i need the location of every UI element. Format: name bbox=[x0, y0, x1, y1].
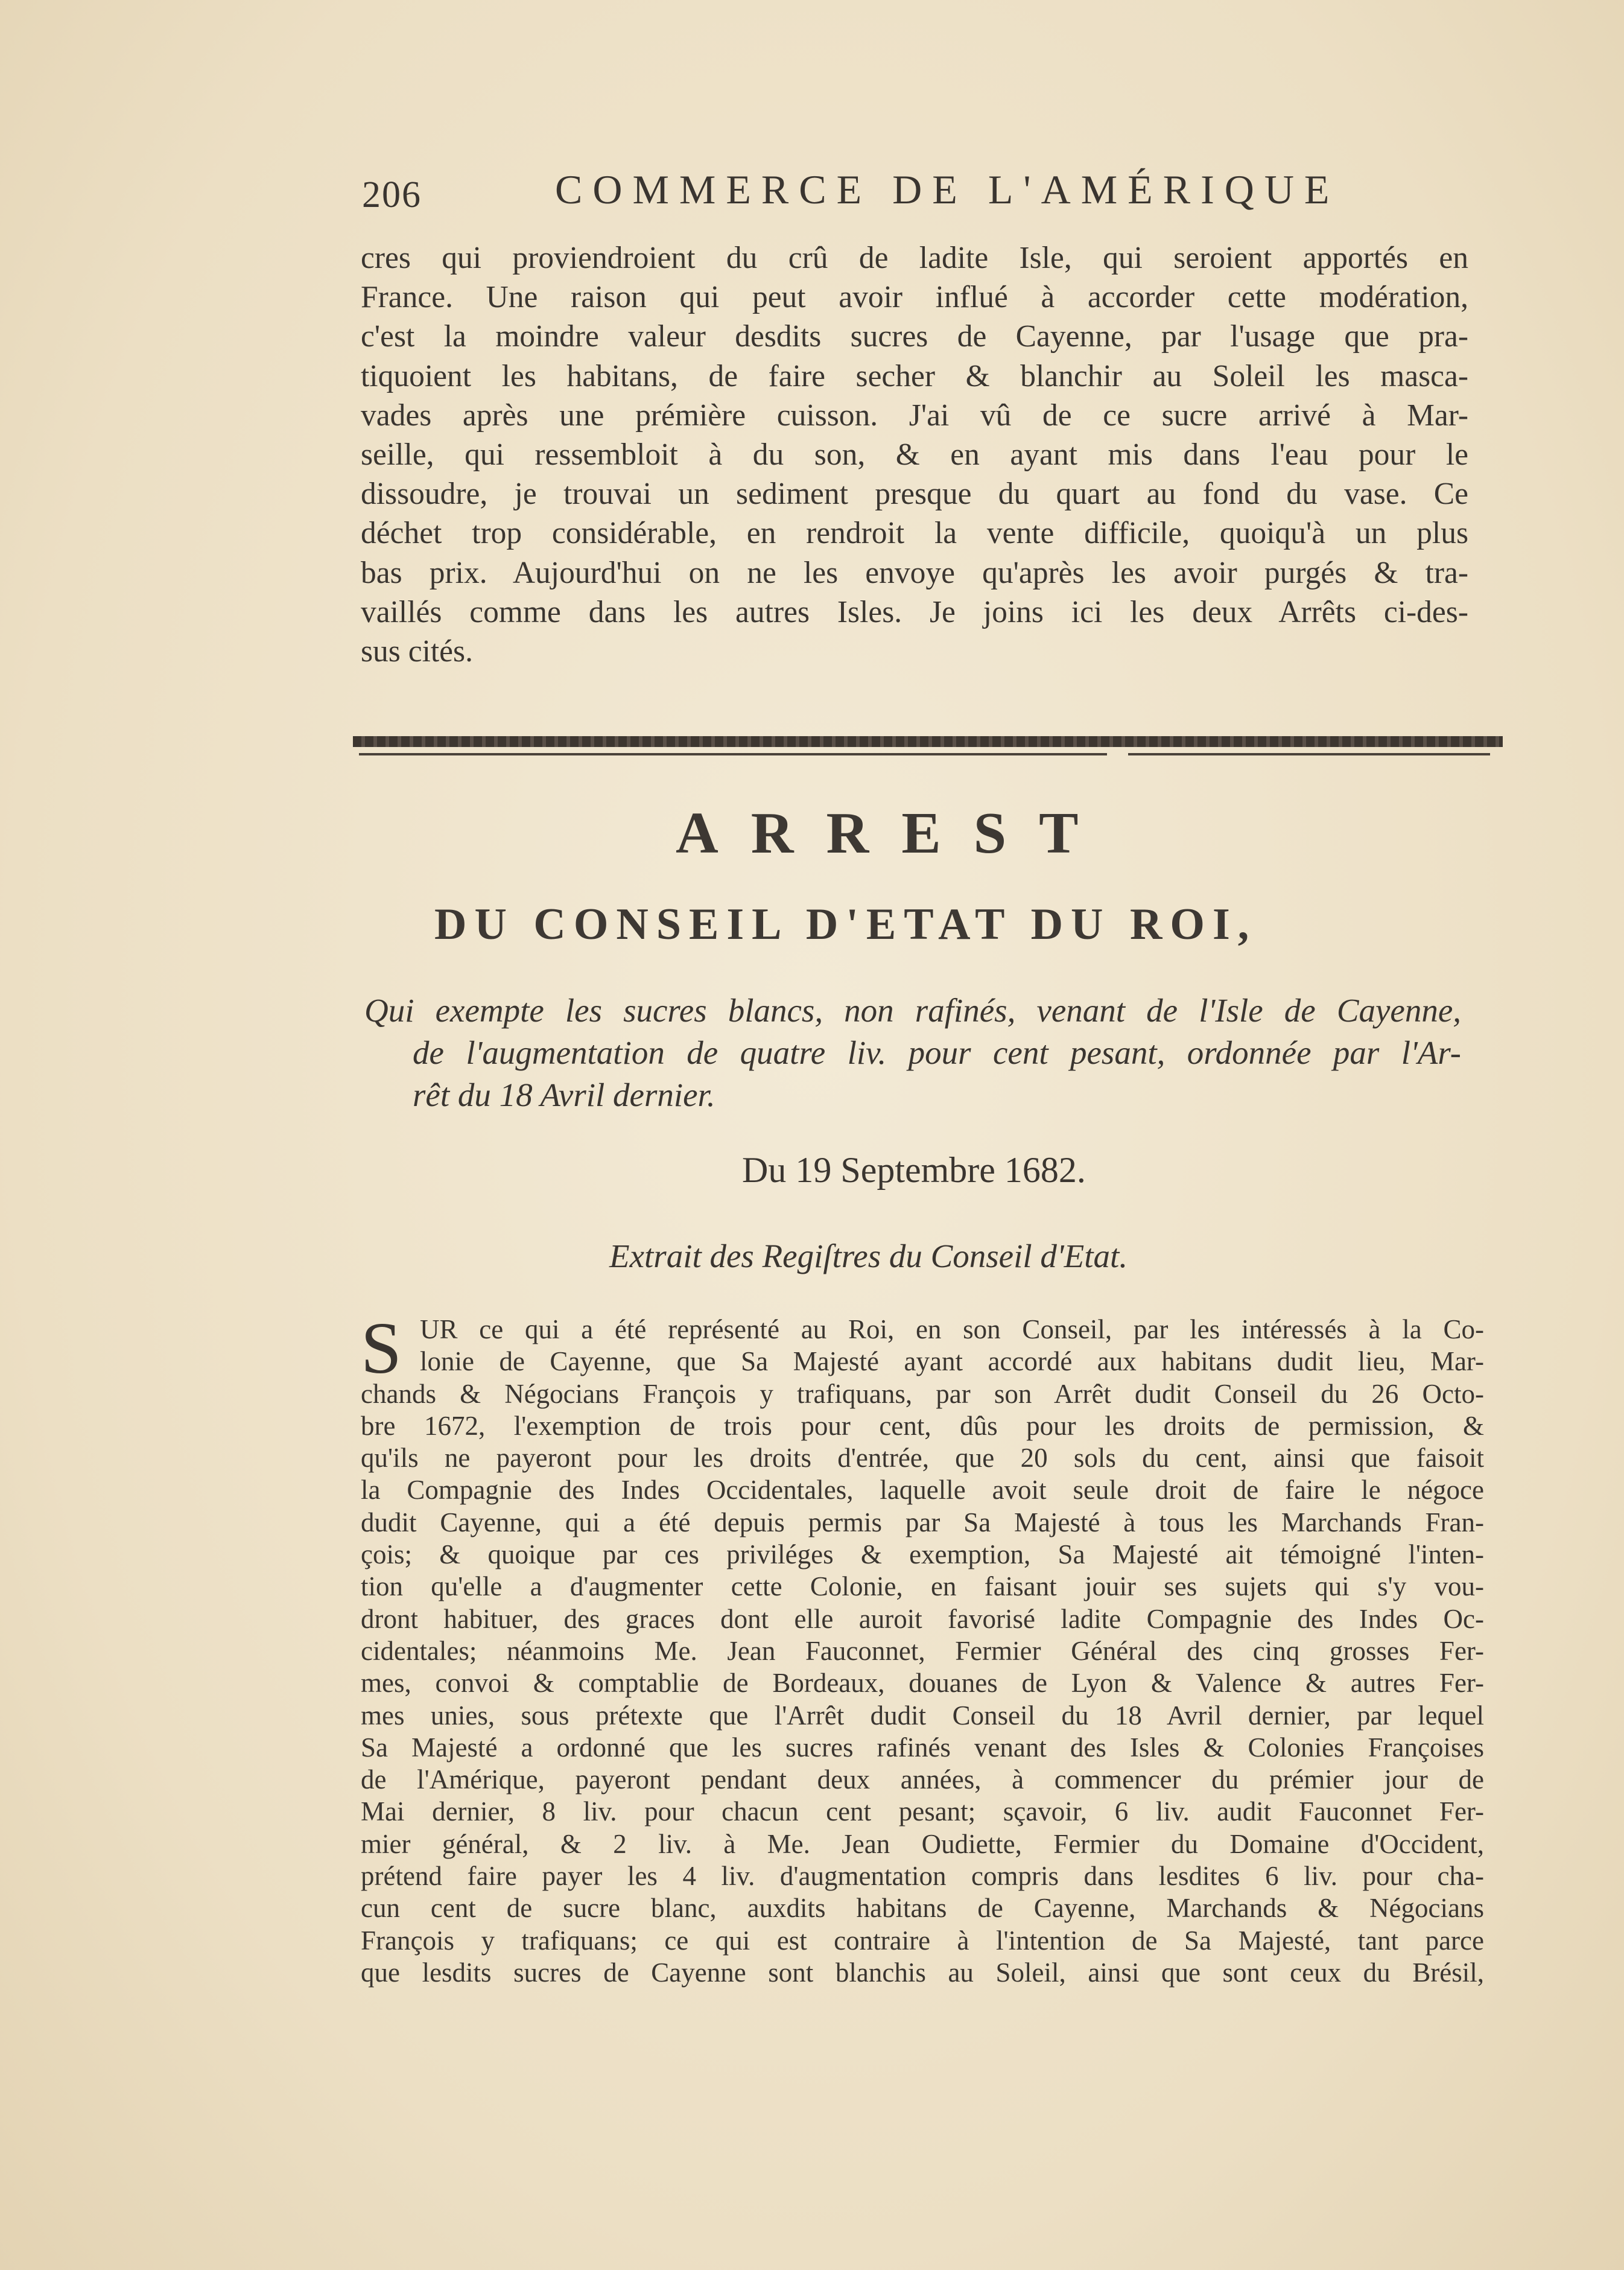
text-line: déchet trop considérable, en rendroit la vente difficile, quoiqu'à un plus bbox=[361, 516, 1468, 551]
page-header bbox=[362, 163, 1363, 229]
text-line: de l'Amérique, payeront pendant deux années, à commencer du prémier jour de bbox=[361, 1764, 1484, 1795]
text-line: çois; & quoique par ces priviléges & exemption, Sa Majesté ait témoigné l'inten- bbox=[361, 1539, 1484, 1570]
text-line: tiquoient les habitans, de faire secher & blanchir au Soleil les masca- bbox=[361, 358, 1468, 393]
decree-subtitle bbox=[364, 990, 1461, 1116]
intro-paragraph bbox=[361, 238, 1468, 671]
subtitle-line: rêt du 18 Avril dernier. bbox=[413, 1076, 715, 1113]
text-line: mes unies, sous prétexte que l'Arrêt dudit Conseil du 18 Avril dernier, par lequel bbox=[361, 1700, 1484, 1731]
divider-thin-rule bbox=[359, 753, 1107, 755]
text-line: Mai dernier, 8 liv. pour chacun cent pesant; sçavoir, 6 liv. audit Fauconnet Fer- bbox=[361, 1796, 1484, 1827]
text-line: dudit Cayenne, qui a été depuis permis par Sa Majesté à tous les Marchands Fran- bbox=[361, 1507, 1484, 1537]
page-number: 206 bbox=[362, 174, 422, 215]
text-line: mes, convoi & comptablie de Bordeaux, douanes de Lyon & Valence & autres Fer- bbox=[361, 1668, 1484, 1699]
text-line: bas prix. Aujourd'hui on ne les envoye qu'après les avoir purgés & tra- bbox=[361, 555, 1468, 590]
text-line: UR ce qui a été représenté au Roi, en son Conseil, par les intéressés à la Co- bbox=[420, 1314, 1484, 1344]
text-line: cres qui proviendroient du crû de ladite Isle, qui seroient apportés en bbox=[361, 241, 1468, 275]
text-line: cun cent de sucre blanc, auxdits habitans de Cayenne, Marchands & Négocians bbox=[361, 1893, 1484, 1924]
text-line: sus cités. bbox=[361, 634, 473, 669]
text-line: vades après une prémière cuisson. J'ai vû de ce sucre arrivé à Mar- bbox=[361, 398, 1468, 433]
section-divider bbox=[353, 736, 1503, 760]
text-line: vaillés comme dans les autres Isles. Je joins ici les deux Arrêts ci-des- bbox=[361, 594, 1468, 629]
text-line: Sa Majesté a ordonné que les sucres rafinés venant des Isles & Colonies Françoises bbox=[361, 1732, 1484, 1763]
text-line: la Compagnie des Indes Occidentales, laquelle avoit seule droit de faire le négoce bbox=[361, 1475, 1484, 1505]
decree-date: Du 19 Septembre 1682. bbox=[742, 1150, 1086, 1190]
text-line: cidentales; néanmoins Me. Jean Fauconnet, Fermier Général des cinq grosses Fer- bbox=[361, 1635, 1484, 1666]
text-line: seille, qui ressembloit à du son, & en ayant mis dans l'eau pour le bbox=[361, 437, 1468, 472]
text-line: dissoudre, je trouvai un sediment presque du quart au fond du vase. Ce bbox=[361, 477, 1468, 512]
text-line: France. Une raison qui peut avoir influé à accorder cette modération, bbox=[361, 280, 1468, 315]
text-line: dront habituer, des graces dont elle auroit favorisé ladite Compagnie des Indes Oc- bbox=[361, 1603, 1484, 1634]
decree-heading: DU CONSEIL D'ETAT DU ROI, bbox=[434, 900, 1257, 949]
text-line: prétend faire payer les 4 liv. d'augmentation compris dans lesdites 6 liv. pour cha- bbox=[361, 1861, 1484, 1892]
running-title: COMMERCE DE L'AMÉRIQUE bbox=[555, 167, 1340, 212]
drop-cap: S bbox=[361, 1308, 402, 1389]
decree-body bbox=[361, 1308, 1484, 1989]
text-line: tion qu'elle a d'augmenter cette Colonie, en faisant jouir ses sujets qui s'y vou- bbox=[361, 1571, 1484, 1602]
text-line: chands & Négocians François y trafiquans, par son Arrêt dudit Conseil du 26 Octo- bbox=[361, 1378, 1484, 1409]
text-line: mier général, & 2 liv. à Me. Jean Oudiette, Fermier du Domaine d'Occident, bbox=[361, 1828, 1484, 1859]
subtitle-line: de l'augmentation de quatre liv. pour cent pesant, ordonnée par l'Ar- bbox=[413, 1034, 1461, 1071]
text-line: bre 1672, l'exemption de trois pour cent, dûs pour les droits de permission, & bbox=[361, 1410, 1484, 1441]
text-line: qu'ils ne payeront pour les droits d'entrée, que 20 sols du cent, ainsi que faisoit bbox=[361, 1443, 1484, 1474]
text-line: François y trafiquans; ce qui est contraire à l'intention de Sa Majesté, tant parce bbox=[361, 1925, 1484, 1956]
text-line: que lesdits sucres de Cayenne sont blanchis au Soleil, ainsi que sont ceux du Brésil, bbox=[361, 1957, 1484, 1988]
text-line: lonie de Cayenne, que Sa Majesté ayant accordé aux habitans dudit lieu, Mar- bbox=[420, 1346, 1484, 1377]
text-line: c'est la moindre valeur desdits sucres de Cayenne, par l'usage que pra- bbox=[361, 319, 1468, 354]
divider-thick-rule bbox=[353, 736, 1503, 747]
extract-label: Extrait des Regiſtres du Conseil d'Etat. bbox=[609, 1238, 1128, 1274]
decree-title: ARREST bbox=[676, 801, 1111, 866]
subtitle-line: Qui exempte les sucres blancs, non rafinés, venant de l'Isle de Cayenne, bbox=[364, 992, 1461, 1029]
divider-thin-rule bbox=[1128, 753, 1490, 755]
